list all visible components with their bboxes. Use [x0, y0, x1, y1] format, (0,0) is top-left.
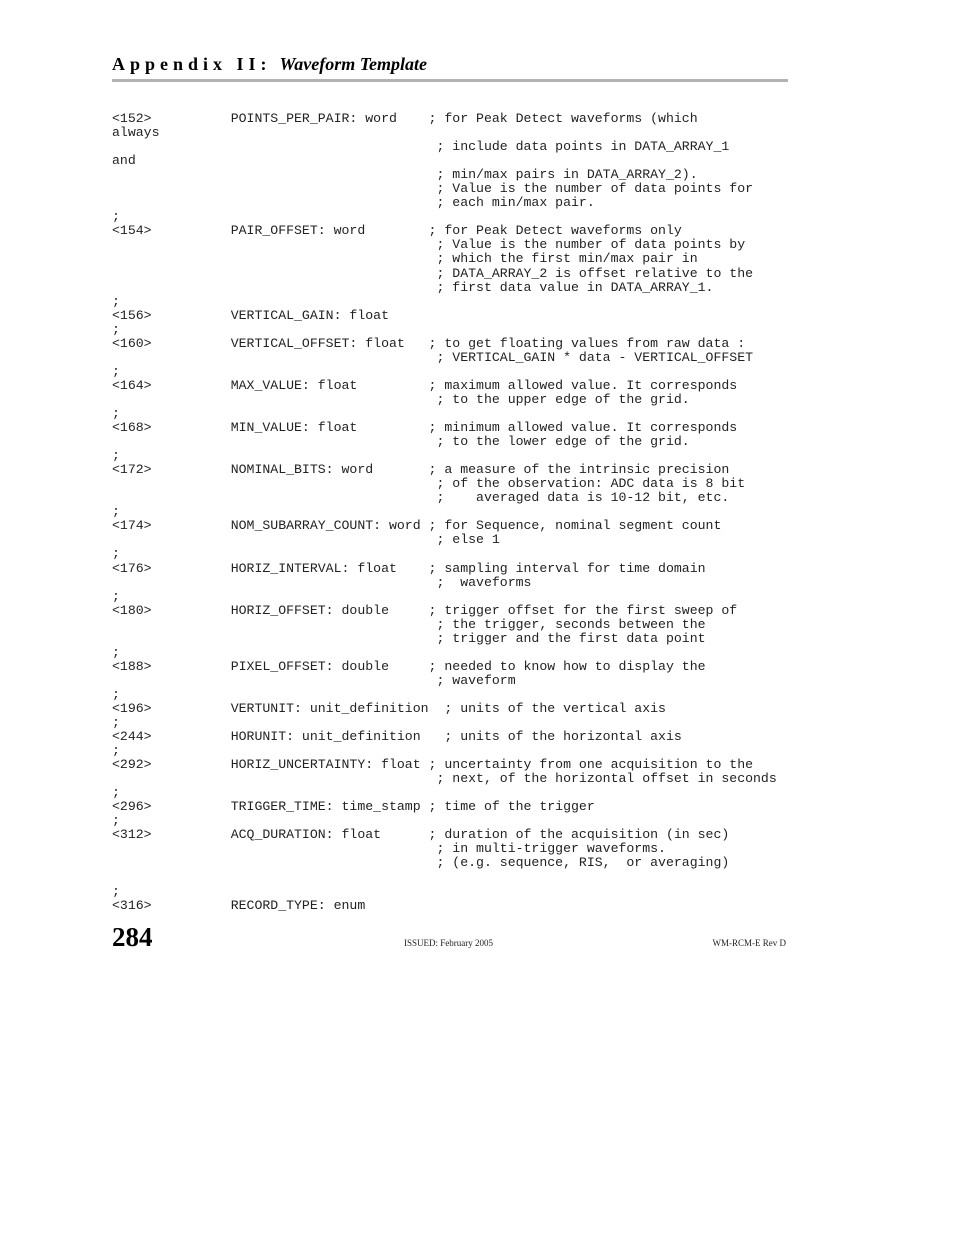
- code-line: ;: [112, 363, 120, 379]
- code-line: ; Value is the number of data points by: [112, 237, 746, 253]
- header-title: Waveform Template: [279, 54, 428, 74]
- document-id: WM-RCM-E Rev D: [712, 938, 786, 948]
- code-line: ; waveform: [112, 672, 516, 688]
- code-line: <174> NOM_SUBARRAY_COUNT: word ; for Sequence, nominal segment count: [112, 518, 722, 534]
- code-line: ; waveforms: [112, 574, 532, 590]
- code-line: ; include data points in DATA_ARRAY_1: [112, 139, 730, 155]
- code-line: <196> VERTUNIT: unit_definition ; units of the vertical axis: [112, 700, 666, 716]
- code-line: <292> HORIZ_UNCERTAINTY: float ; uncertainty from one acquisition to the: [112, 757, 754, 773]
- code-line: and: [112, 153, 136, 169]
- code-line: ; next, of the horizontal offset in seconds: [112, 771, 777, 787]
- page-header: [112, 54, 788, 75]
- code-line: ; of the observation: ADC data is 8 bit: [112, 476, 746, 492]
- code-line: ;: [112, 546, 120, 562]
- code-line: <168> MIN_VALUE: float ; minimum allowed value. It corresponds: [112, 420, 738, 436]
- code-line: ; each min/max pair.: [112, 195, 595, 211]
- code-line: ; the trigger, seconds between the: [112, 616, 706, 632]
- code-line: [112, 871, 777, 885]
- code-line: <164> MAX_VALUE: float ; maximum allowed value. It corresponds: [112, 377, 738, 393]
- code-line: <244> HORUNIT: unit_definition ; units of the horizontal axis: [112, 729, 682, 745]
- code-line: ; else 1: [112, 532, 500, 548]
- code-line: ; first data value in DATA_ARRAY_1.: [112, 279, 714, 295]
- code-line: ; to the upper edge of the grid.: [112, 391, 690, 407]
- code-listing: [112, 112, 777, 913]
- code-line: ;: [112, 743, 120, 759]
- code-line: ;: [112, 644, 120, 660]
- code-line: <296> TRIGGER_TIME: time_stamp ; time of the trigger: [112, 799, 595, 815]
- code-line: ;: [112, 448, 120, 464]
- code-line: ; Value is the number of data points for: [112, 181, 754, 197]
- code-line: <312> ACQ_DURATION: float ; duration of the acquisition (in sec): [112, 827, 730, 843]
- code-line: ;: [112, 883, 120, 899]
- code-line: ; in multi-trigger waveforms.: [112, 841, 666, 857]
- code-line: ;: [112, 405, 120, 421]
- code-line: ; which the first min/max pair in: [112, 251, 698, 267]
- code-line: ; VERTICAL_GAIN * data - VERTICAL_OFFSET: [112, 349, 754, 365]
- page-number: 284: [112, 922, 153, 952]
- code-line: <156> VERTICAL_GAIN: float: [112, 307, 389, 323]
- code-line: ;: [112, 504, 120, 520]
- code-line: always: [112, 125, 160, 141]
- issued-date: ISSUED: February 2005: [404, 938, 493, 948]
- code-line: ;: [112, 813, 120, 829]
- code-line: <154> PAIR_OFFSET: word ; for Peak Detect waveforms only: [112, 223, 682, 239]
- code-line: <176> HORIZ_INTERVAL: float ; sampling interval for time domain: [112, 560, 706, 576]
- code-line: <188> PIXEL_OFFSET: double ; needed to know how to display the: [112, 658, 706, 674]
- header-rule: [112, 79, 788, 82]
- code-line: ;: [112, 321, 120, 337]
- code-line: ;: [112, 293, 120, 309]
- code-line: <172> NOMINAL_BITS: word ; a measure of the intrinsic precision: [112, 462, 730, 478]
- code-line: <160> VERTICAL_OFFSET: float ; to get floating values from raw data :: [112, 335, 746, 351]
- code-line: ; (e.g. sequence, RIS, or averaging): [112, 855, 730, 871]
- code-line: ;: [112, 209, 120, 225]
- code-line: ;: [112, 715, 120, 731]
- code-line: ; trigger and the first data point: [112, 630, 706, 646]
- code-line: ; averaged data is 10-12 bit, etc.: [112, 490, 730, 506]
- code-line: ; DATA_ARRAY_2 is offset relative to the: [112, 265, 754, 281]
- code-line: <316> RECORD_TYPE: enum: [112, 897, 366, 913]
- code-line: <180> HORIZ_OFFSET: double ; trigger offset for the first sweep of: [112, 602, 738, 618]
- code-line: ; min/max pairs in DATA_ARRAY_2).: [112, 167, 698, 183]
- code-line: <152> POINTS_PER_PAIR: word ; for Peak Detect waveforms (which: [112, 111, 698, 126]
- code-line: ;: [112, 785, 120, 801]
- code-line: ;: [112, 588, 120, 604]
- code-line: ; to the lower edge of the grid.: [112, 434, 690, 450]
- code-line: ;: [112, 686, 120, 702]
- appendix-label: Appendix II:: [112, 54, 272, 74]
